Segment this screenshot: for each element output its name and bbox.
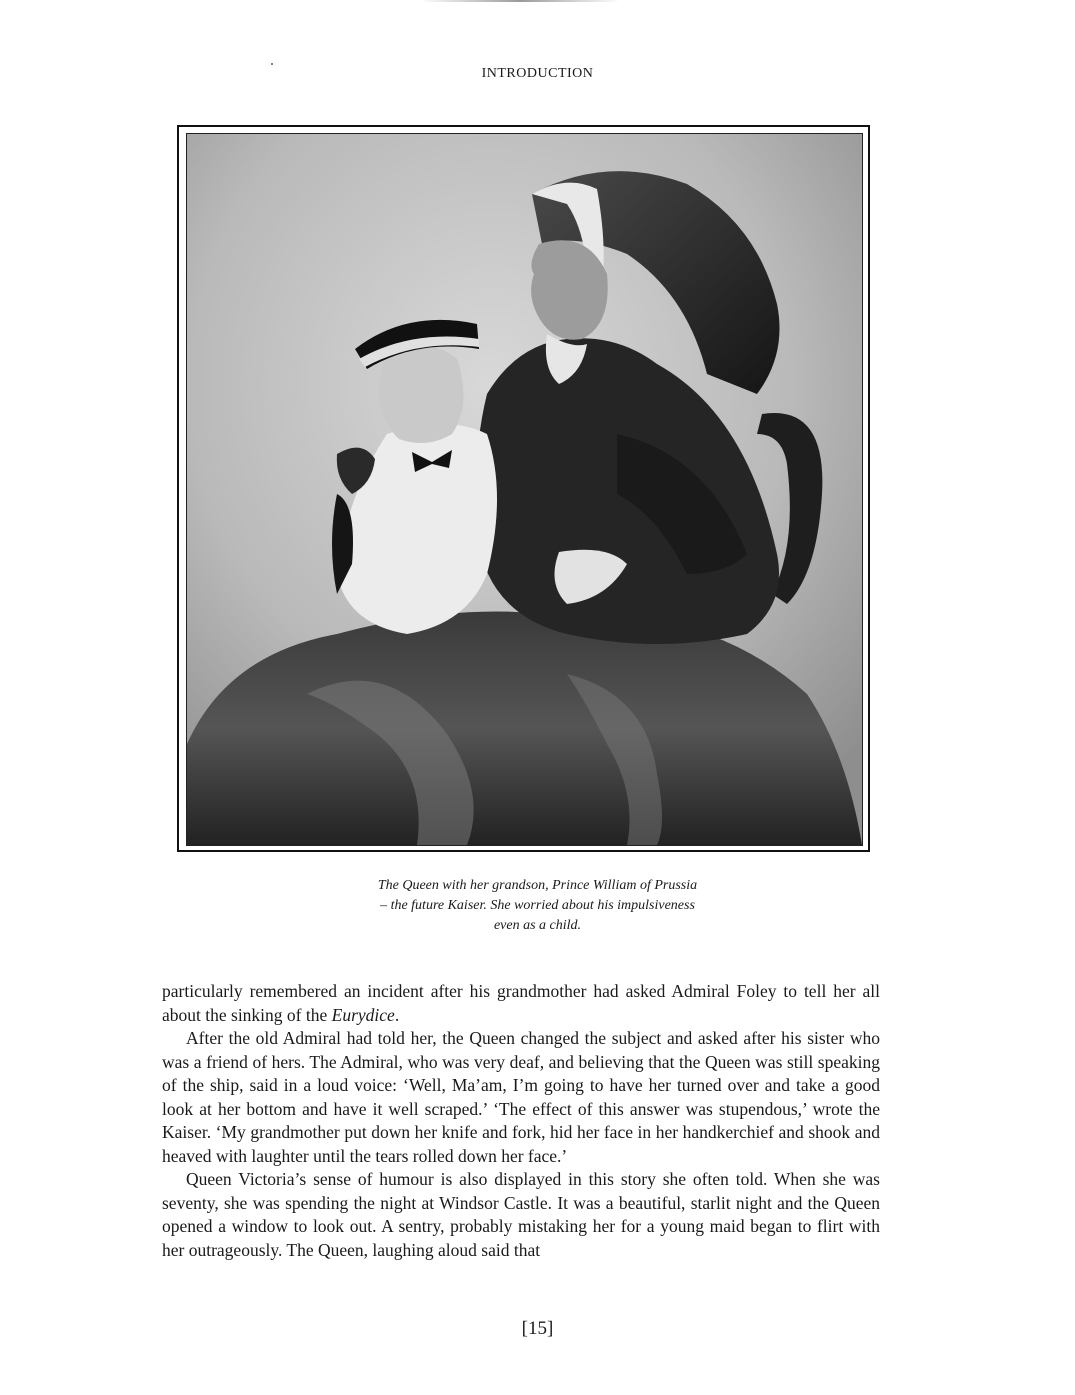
boy-face <box>379 345 464 443</box>
page-number: [15] <box>521 1318 554 1339</box>
top-edge-rule <box>420 0 620 2</box>
paragraph-1-end: . <box>394 1004 400 1025</box>
body-text <box>162 980 880 1262</box>
paragraph-2: After the old Admiral had told her, the Queen changed the subject and asked after his sister who was a friend of hers. The Admiral, who was very deaf, and believing that the Queen was still speaking of the ship, said in a loud voice: ‘Well, Ma’am, I’m going to have her turned over and take a good look at her bottom and have it well scraped.’ ‘The effect of this answer was stupendous,’ wrote the Kaiser. ‘My grandmother put down her knife and fork, hid her face in her handkerchief and shook and heaved with laughter until the tears rolled down her face.’ <box>162 1028 880 1166</box>
running-head: INTRODUCTION <box>481 66 594 81</box>
caption-line: even as a child. <box>493 918 582 933</box>
photograph-queen-victoria-and-prince-william <box>186 133 863 846</box>
paragraph-1-text: particularly remembered an incident after his grandmother had asked Admiral Foley to tell her all about the sinking of the <box>162 981 880 1025</box>
photo-frame <box>177 125 870 852</box>
caption-line: – the future Kaiser. She worried about his impulsiveness <box>380 898 695 913</box>
ship-name: Eurydice <box>331 1004 395 1025</box>
scan-speck <box>271 63 273 65</box>
paragraph-1 <box>162 980 880 1027</box>
paragraph-3: Queen Victoria’s sense of humour is also displayed in this story she often told. When she was seventy, she was spending the night at Windsor Castle. It was a beautiful, starlit night and the Queen opened a window to look out. A sentry, probably mistaking her for a young maid began to flirt with her outrageously. The Queen, laughing aloud said that <box>162 1169 880 1260</box>
caption-line: The Queen with her grandson, Prince William of Prussia <box>377 878 698 893</box>
photo-caption <box>300 876 775 936</box>
